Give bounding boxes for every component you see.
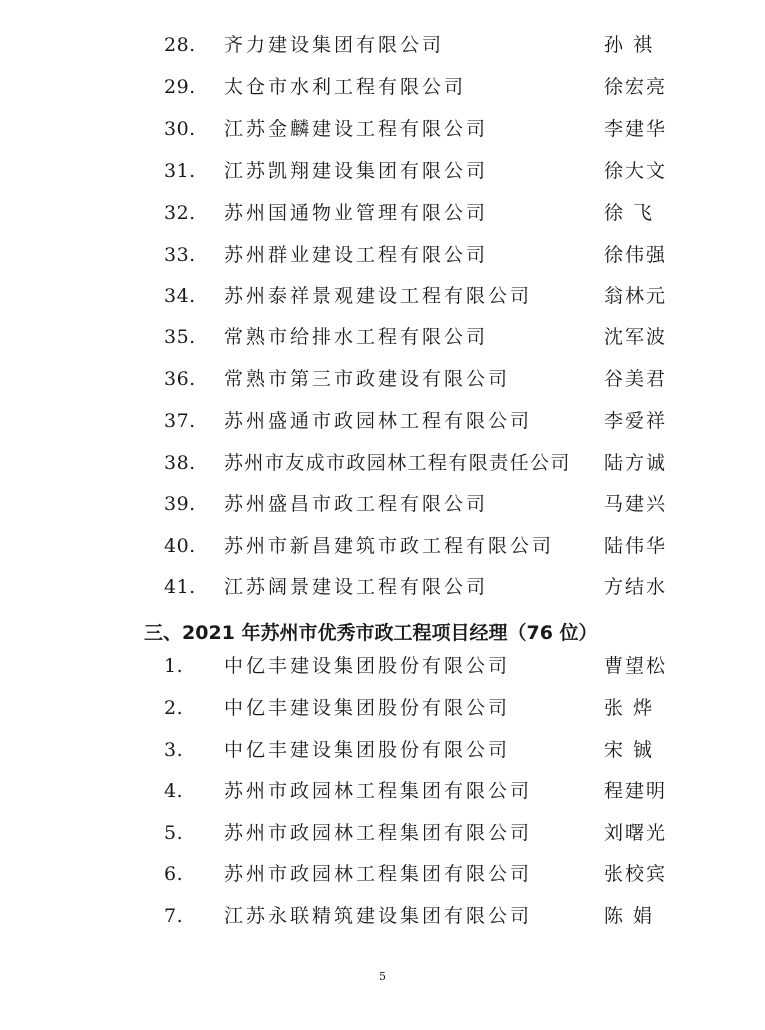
page-number: 5 bbox=[379, 970, 386, 983]
item-number: 41. bbox=[164, 576, 196, 598]
item-number: 32. bbox=[164, 202, 196, 224]
person-name: 陆伟华 bbox=[604, 535, 668, 557]
company-name: 江苏凯翔建设集团有限公司 bbox=[224, 160, 489, 182]
person-name: 徐伟强 bbox=[604, 244, 668, 266]
list-item bbox=[0, 489, 765, 519]
list-item bbox=[0, 30, 765, 60]
item-number: 36. bbox=[164, 368, 196, 390]
item-number: 37. bbox=[164, 410, 196, 432]
item-number: 28. bbox=[164, 34, 196, 56]
item-number: 34. bbox=[164, 285, 196, 307]
person-name: 陆方诚 bbox=[604, 452, 668, 474]
list-item bbox=[0, 901, 765, 931]
item-number: 6. bbox=[164, 863, 184, 885]
company-name: 齐力建设集团有限公司 bbox=[224, 34, 445, 56]
item-number: 31. bbox=[164, 160, 196, 182]
company-name: 苏州市政园林工程集团有限公司 bbox=[224, 863, 533, 885]
company-name: 江苏金麟建设工程有限公司 bbox=[224, 118, 489, 140]
item-number: 4. bbox=[164, 780, 184, 802]
company-name: 中亿丰建设集团股份有限公司 bbox=[224, 739, 511, 761]
item-number: 1. bbox=[164, 655, 184, 677]
person-name: 张 烨 bbox=[604, 697, 655, 719]
item-number: 3. bbox=[164, 739, 184, 761]
list-item bbox=[0, 531, 765, 561]
company-name: 中亿丰建设集团股份有限公司 bbox=[224, 697, 511, 719]
company-name: 江苏阔景建设工程有限公司 bbox=[224, 576, 489, 598]
list-item bbox=[0, 859, 765, 889]
person-name: 马建兴 bbox=[604, 493, 668, 515]
company-name: 江苏永联精筑建设集团有限公司 bbox=[224, 905, 533, 927]
list-item bbox=[0, 776, 765, 806]
list-item bbox=[0, 651, 765, 681]
list-item bbox=[0, 735, 765, 765]
person-name: 曹望松 bbox=[604, 655, 668, 677]
item-number: 39. bbox=[164, 493, 196, 515]
person-name: 徐大文 bbox=[604, 160, 668, 182]
list-item bbox=[0, 448, 765, 478]
person-name: 方结水 bbox=[604, 576, 668, 598]
item-number: 7. bbox=[164, 905, 184, 927]
person-name: 孙 祺 bbox=[604, 34, 655, 56]
person-name: 陈 娟 bbox=[604, 905, 655, 927]
company-name: 苏州市政园林工程集团有限公司 bbox=[224, 822, 533, 844]
person-name: 宋 铖 bbox=[604, 739, 655, 761]
list-item bbox=[0, 72, 765, 102]
company-name: 苏州群业建设工程有限公司 bbox=[224, 244, 489, 266]
company-name: 苏州市友成市政园林工程有限责任公司 bbox=[224, 452, 571, 474]
person-name: 张校宾 bbox=[604, 863, 668, 885]
company-name: 苏州泰祥景观建设工程有限公司 bbox=[224, 285, 533, 307]
list-item bbox=[0, 818, 765, 848]
company-name: 中亿丰建设集团股份有限公司 bbox=[224, 655, 511, 677]
company-name: 苏州市政园林工程集团有限公司 bbox=[224, 780, 533, 802]
company-name: 常熟市给排水工程有限公司 bbox=[224, 326, 489, 348]
person-name: 李建华 bbox=[604, 118, 668, 140]
person-name: 翁林元 bbox=[604, 285, 668, 307]
company-name: 苏州国通物业管理有限公司 bbox=[224, 202, 489, 224]
list-item bbox=[0, 572, 765, 602]
list-item bbox=[0, 693, 765, 723]
person-name: 程建明 bbox=[604, 780, 668, 802]
list-item bbox=[0, 322, 765, 352]
company-name: 苏州市新昌建筑市政工程有限公司 bbox=[224, 535, 555, 557]
item-number: 35. bbox=[164, 326, 196, 348]
item-number: 5. bbox=[164, 822, 184, 844]
list-item bbox=[0, 406, 765, 436]
company-name: 常熟市第三市政建设有限公司 bbox=[224, 368, 511, 390]
person-name: 沈军波 bbox=[604, 326, 668, 348]
list-item bbox=[0, 156, 765, 186]
item-number: 33. bbox=[164, 244, 196, 266]
list-item bbox=[0, 364, 765, 394]
company-name: 苏州盛通市政园林工程有限公司 bbox=[224, 410, 533, 432]
item-number: 30. bbox=[164, 118, 196, 140]
company-name: 太仓市水利工程有限公司 bbox=[224, 76, 467, 98]
item-number: 2. bbox=[164, 697, 184, 719]
list-item bbox=[0, 281, 765, 311]
person-name: 徐 飞 bbox=[604, 202, 655, 224]
person-name: 徐宏亮 bbox=[604, 76, 668, 98]
list-item bbox=[0, 240, 765, 270]
item-number: 29. bbox=[164, 76, 196, 98]
section-heading: 三、2021 年苏州市优秀市政工程项目经理（76 位） bbox=[144, 622, 598, 644]
item-number: 38. bbox=[164, 452, 196, 474]
list-item bbox=[0, 198, 765, 228]
person-name: 谷美君 bbox=[604, 368, 668, 390]
person-name: 刘曙光 bbox=[604, 822, 668, 844]
list-item bbox=[0, 114, 765, 144]
person-name: 李爱祥 bbox=[604, 410, 668, 432]
item-number: 40. bbox=[164, 535, 196, 557]
company-name: 苏州盛昌市政工程有限公司 bbox=[224, 493, 489, 515]
